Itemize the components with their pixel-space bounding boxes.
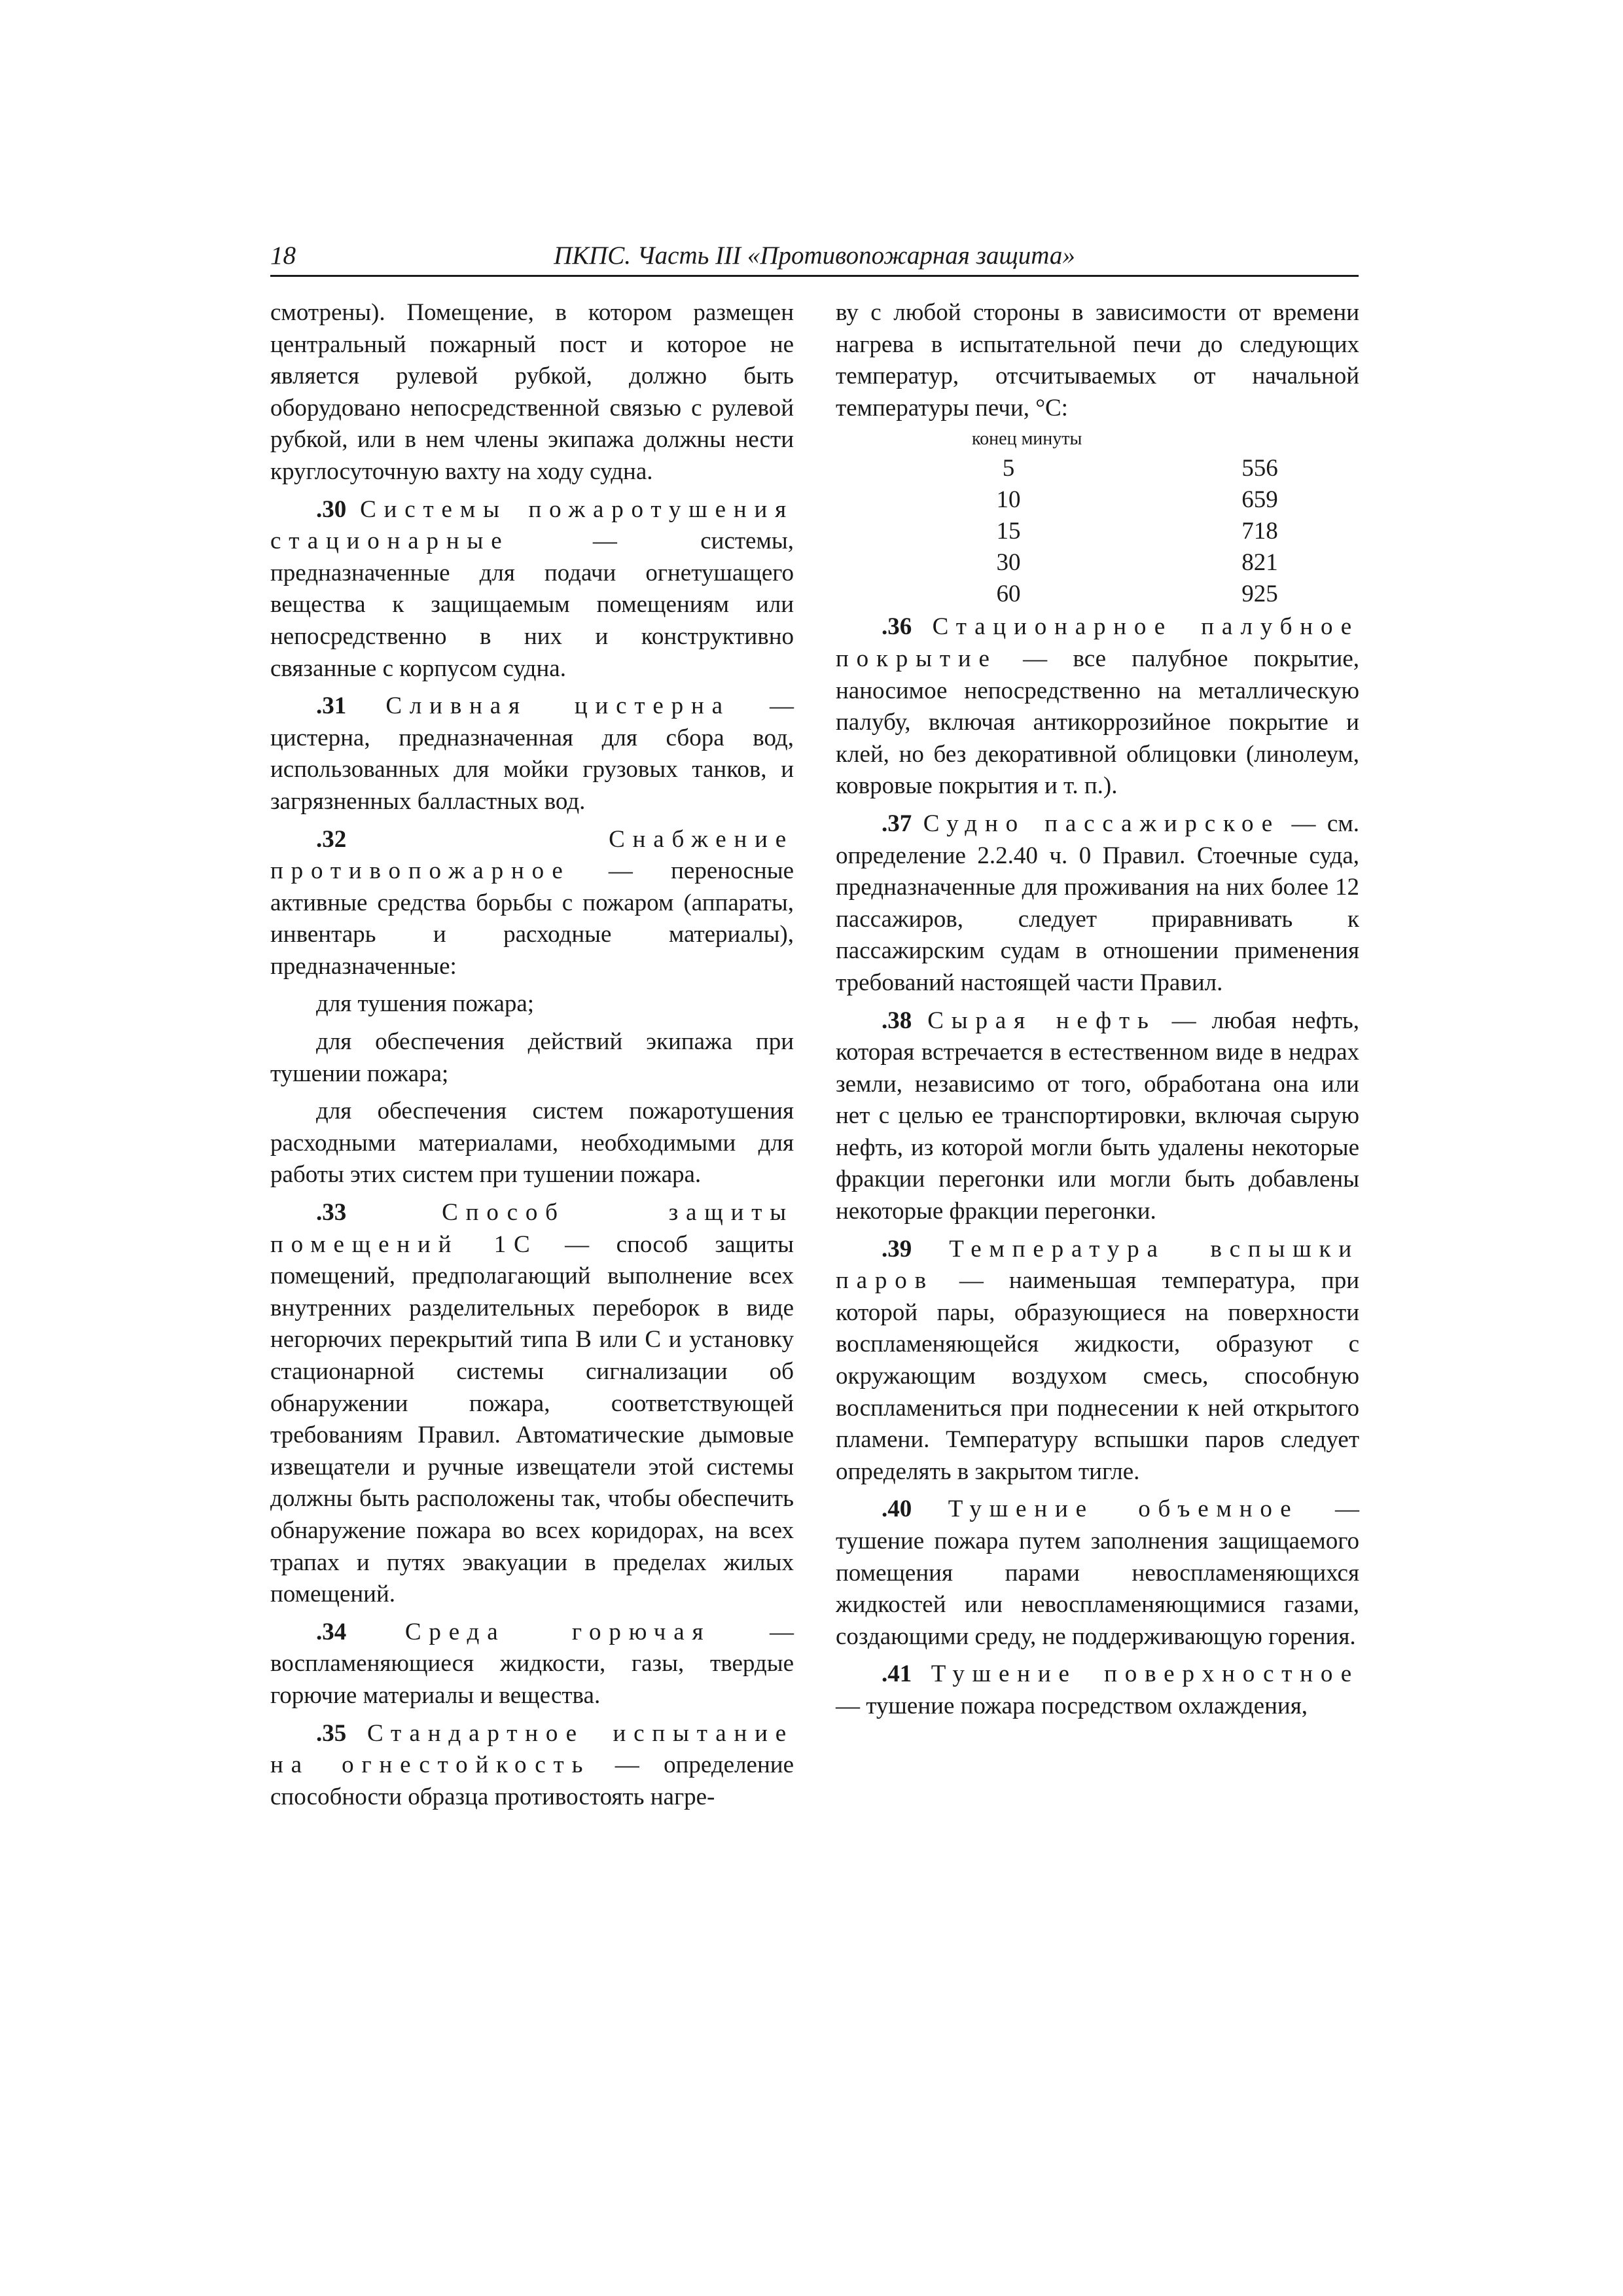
- page-number: 18: [270, 242, 296, 270]
- definition-text: — тушение пожара посредством охлаждения,: [836, 1692, 1308, 1719]
- list-item: для обеспечения систем пожаротушения расходными материалами, необходимыми для работы этих систем при тушении пожара.: [270, 1098, 794, 1189]
- definition-41: [836, 1659, 1359, 1722]
- left-column: [270, 297, 794, 1813]
- header-rule: [270, 275, 1359, 277]
- item-number: .38: [882, 1007, 912, 1034]
- item-number: .36: [882, 613, 912, 641]
- temperature-cell: 659: [1241, 486, 1278, 514]
- definition-text: — см. определение 2.2.40 ч. 0 Правил. Стоечные суда, предназначенные для проживания на них более 12 пассажиров, следует приравнивать к пассажирским судам в отношении применения требований настоящей части Правил.: [836, 810, 1360, 996]
- definition-38: [836, 1005, 1359, 1228]
- table-row: [836, 547, 1338, 579]
- definition-30: [270, 494, 794, 685]
- term: Сливная цистерна: [385, 692, 730, 720]
- item-number: .37: [882, 810, 912, 837]
- item-number: .32: [316, 825, 347, 853]
- item-number: .40: [882, 1496, 912, 1523]
- minute-cell: 30: [996, 549, 1021, 577]
- list-item: для обеспечения действий экипажа при тушении пожара;: [270, 1028, 794, 1087]
- definition-34: [270, 1617, 794, 1712]
- paragraph-continued: смотрены). Помещение, в котором размещен центральный пожарный пост и которое не является рулевой рубкой, должно быть оборудовано непосредственной связью с рулевой рубкой, или в нем члены экипажа должны нести круглосуточную вахту на ходу судна.: [270, 299, 794, 485]
- item-number: .33: [316, 1199, 347, 1227]
- minute-cell: 15: [996, 518, 1021, 545]
- table-header-row: [836, 425, 1338, 453]
- definition-32: [270, 824, 794, 983]
- minute-cell: 10: [996, 486, 1021, 514]
- definition-33: [270, 1197, 794, 1611]
- term: Сырая нефть: [927, 1007, 1156, 1034]
- definition-text: — переносные активные средства борьбы с пожаром (аппараты, инвентарь и расходные материалы), предназначенные:: [270, 857, 794, 980]
- definition-text: — определение способности образца противостоять нагре-: [270, 1751, 794, 1810]
- term: Среда горючая: [404, 1618, 711, 1645]
- term: Стационарное палубное покрытие: [836, 613, 1359, 672]
- term: Температура вспышки паров: [836, 1235, 1360, 1295]
- definition-text: — системы, предназначенные для подачи огнетушащего вещества к защищаемым помещениям или непосредственно в них и конструктивно связанные с корпусом судна.: [270, 528, 794, 682]
- paragraph-continued: ву с любой стороны в зависимости от времени нагрева в испытательной печи до следующих температур, отсчитываемых от начальной температуры печи, °С:: [836, 299, 1359, 422]
- definition-text: — любая нефть, которая встречается в естественном виде в недрах земли, независимо от того, обработана она или нет с целью ее транспортировки, включая сырую нефть, из которой могли быть удалены некоторые фракции перегонки или могли быть добавлены некоторые фракции перегонки.: [836, 1007, 1359, 1225]
- right-column: [836, 297, 1359, 1723]
- table-row: [836, 453, 1338, 484]
- definition-text: — все палубное покрытие, наносимое непосредственно на металлическую палубу, включая антикоррозийное покрытие и клей, но без декоративной облицовки (линолеум, ковровые покрытия и т. п.).: [836, 645, 1359, 800]
- temperature-cell: 556: [1241, 455, 1278, 482]
- term: Системы пожаротушения стационарные: [270, 495, 794, 555]
- term: Судно пассажирское: [923, 810, 1281, 837]
- minute-cell: 60: [996, 581, 1021, 608]
- item-number: .34: [316, 1618, 347, 1645]
- term: Снабжение противопожарное: [270, 825, 794, 885]
- item-number: .35: [316, 1719, 347, 1747]
- definition-text: — цистерна, предназначенная для сбора вод, использованных для мойки грузовых танков, и загрязненных балластных вод.: [270, 692, 794, 815]
- term: Тушение поверхностное: [931, 1660, 1359, 1688]
- item-number: .39: [882, 1235, 912, 1263]
- definition-text: — тушение пожара путем заполнения защищаемого помещения парами невоспламеняющихся жидкостей или невоспламеняющимися газами, создающими среду, не поддерживающую горения.: [836, 1496, 1360, 1650]
- definition-text: — способ защиты помещений, предполагающий выполнение всех внутренних разделительных переборок в виде негорючих перекрытий типа В или С и установку стационарной системы сигнализации об обнаружении пожара, соответствующей требованиям Правил. Автоматические дымовые извещатели и ручные извещатели этой системы должны быть расположены так, чтобы обеспечить обнаружение пожара во всех коридорах, на всех трапах и путях эвакуации в пределах жилых помещений.: [270, 1230, 794, 1608]
- term: Стандартное испытание на огнестойкость: [270, 1719, 794, 1779]
- table-row: [836, 484, 1338, 516]
- term: Тушение объемное: [948, 1496, 1299, 1523]
- running-title: ПКПС. Часть III «Противопожарная защита»: [554, 242, 1075, 270]
- definition-31: [270, 691, 794, 817]
- temperature-table: [836, 425, 1338, 610]
- temperature-cell: 925: [1241, 581, 1278, 608]
- definition-35: [270, 1718, 794, 1814]
- item-number: .30: [316, 495, 347, 523]
- definition-37: [836, 808, 1359, 999]
- definition-text: — воспламеняющиеся жидкости, газы, твердые горючие материалы и вещества.: [270, 1618, 794, 1709]
- table-row: [836, 516, 1338, 547]
- running-header: [270, 238, 1359, 274]
- definition-39: [836, 1234, 1359, 1488]
- definition-40: [836, 1494, 1359, 1653]
- minute-cell: 5: [1002, 455, 1015, 482]
- definition-36: [836, 611, 1359, 802]
- list-item: для тушения пожара;: [316, 990, 535, 1018]
- item-number: .31: [316, 692, 347, 720]
- table-row: [836, 579, 1338, 610]
- definition-text: — наименьшая температура, при которой пары, образующиеся на поверхности воспламеняющейся жидкости, образуют с окружающим воздухом смесь, способную воспламениться при поднесении к ней открытого пламени. Температуру вспышки паров следует определять в закрытом тигле.: [836, 1267, 1359, 1485]
- temperature-cell: 821: [1241, 549, 1278, 577]
- term: Способ защиты помещений 1С: [270, 1199, 794, 1258]
- column-header: конец минуты: [972, 429, 1082, 450]
- temperature-cell: 718: [1241, 518, 1278, 545]
- item-number: .41: [882, 1660, 912, 1688]
